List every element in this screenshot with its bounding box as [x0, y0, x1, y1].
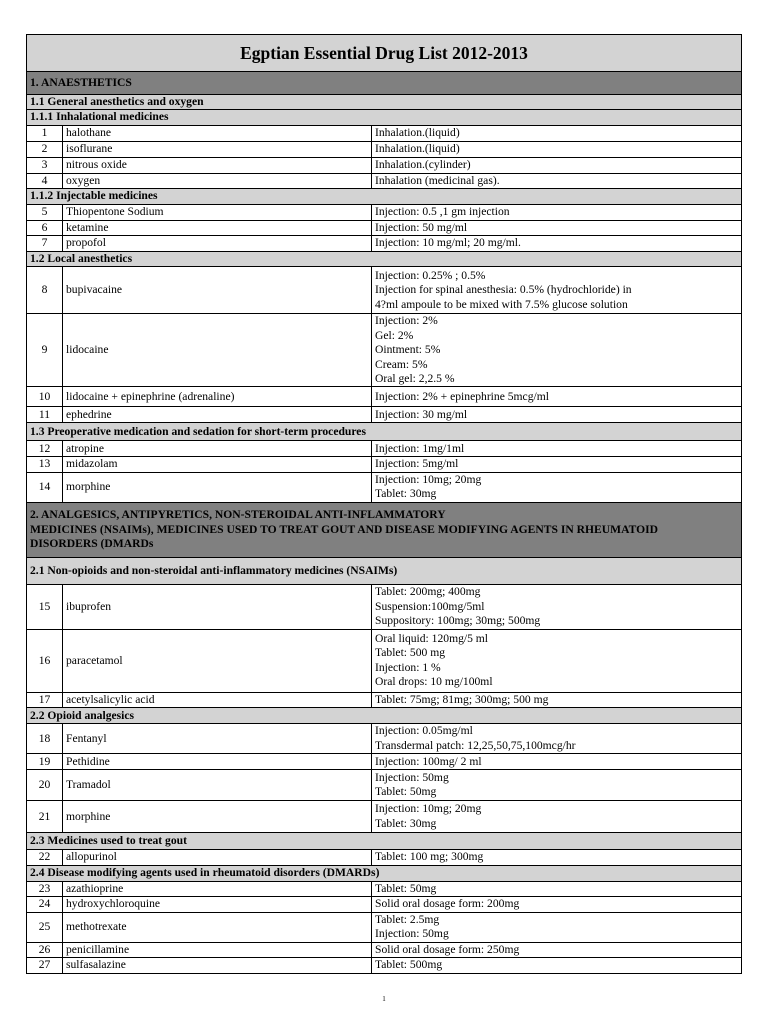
drug-number: 25 [27, 912, 63, 942]
drug-name: Fentanyl [63, 724, 372, 754]
dosage-form [372, 770, 742, 801]
dosage-form-line: Solid oral dosage form: 200mg [375, 897, 520, 911]
drug-row [27, 724, 742, 754]
drug-row [27, 173, 742, 188]
page-number: 1 [382, 995, 386, 1003]
dosage-form [372, 472, 742, 502]
drug-number: 11 [27, 407, 63, 423]
section-heading [27, 502, 742, 557]
drug-name: nitrous oxide [63, 157, 372, 173]
subsection-heading: 1.3 Preoperative medication and sedation for short-term procedures [27, 423, 742, 441]
drug-name: ketamine [63, 220, 372, 235]
dosage-form [372, 173, 742, 188]
subsection-heading: 2.4 Disease modifying agents used in rheumatoid disorders (DMARDs) [27, 865, 742, 881]
dosage-form [372, 724, 742, 754]
drug-row [27, 441, 742, 457]
dosage-form [372, 801, 742, 833]
drug-name: allopurinol [63, 850, 372, 865]
drug-number: 7 [27, 236, 63, 252]
dosage-form [372, 314, 742, 387]
dosage-form-line: Oral liquid: 120mg/5 ml [375, 632, 489, 646]
dosage-form-line: Injection: 50mg [375, 770, 449, 784]
section-heading-line: 2. ANALGESICS, ANTIPYRETICS, NON-STEROIDAL ANTI-INFLAMMATORY [30, 508, 446, 522]
drug-name: paracetamol [63, 629, 372, 692]
dosage-form-line: Inhalation (medicinal gas). [375, 173, 500, 187]
drug-number: 20 [27, 770, 63, 801]
drug-row [27, 236, 742, 252]
drug-number: 5 [27, 204, 63, 220]
subsection-row [27, 708, 742, 724]
drug-row [27, 314, 742, 387]
drug-name: ephedrine [63, 407, 372, 423]
dosage-form [372, 220, 742, 235]
drug-name: propofol [63, 236, 372, 252]
drug-row [27, 220, 742, 235]
drug-row [27, 801, 742, 833]
section-heading-line: DISORDERS (DMARDs [30, 537, 154, 551]
dosage-form [372, 850, 742, 865]
dosage-form-line: Injection: 10mg; 20mg [375, 802, 482, 816]
drug-number: 8 [27, 267, 63, 314]
drug-number: 21 [27, 801, 63, 833]
drug-number: 10 [27, 387, 63, 407]
dosage-form-line: Tablet: 75mg; 81mg; 300mg; 500 mg [375, 692, 549, 706]
drug-row [27, 692, 742, 707]
section-row [27, 502, 742, 557]
dosage-form [372, 912, 742, 942]
dosage-form [372, 957, 742, 973]
drug-name: sulfasalazine [63, 957, 372, 973]
dosage-form [372, 584, 742, 629]
drug-row [27, 125, 742, 141]
dosage-form-line: Injection: 1mg/1ml [375, 441, 465, 455]
drug-row [27, 754, 742, 770]
drug-name: lidocaine [63, 314, 372, 387]
drug-number: 26 [27, 942, 63, 957]
drug-number: 15 [27, 584, 63, 629]
dosage-form-line: Oral gel: 2,2.5 % [375, 372, 455, 386]
drug-row [27, 472, 742, 502]
drug-name: halothane [63, 125, 372, 141]
dosage-form [372, 157, 742, 173]
dosage-form [372, 267, 742, 314]
dosage-form-line: Injection: 0.05mg/ml [375, 724, 473, 738]
dosage-form-line: Injection: 50mg [375, 927, 449, 940]
drug-row [27, 141, 742, 157]
drug-row [27, 157, 742, 173]
dosage-form [372, 897, 742, 912]
drug-number: 18 [27, 724, 63, 754]
drug-number: 1 [27, 125, 63, 141]
drug-number: 17 [27, 692, 63, 707]
subsection-heading: 2.3 Medicines used to treat gout [27, 833, 742, 850]
dosage-form-line: Injection: 5mg/ml [375, 457, 459, 471]
subsection-heading: 2.2 Opioid analgesics [27, 708, 742, 724]
dosage-form [372, 692, 742, 707]
dosage-form [372, 881, 742, 896]
drug-number: 24 [27, 897, 63, 912]
subsection-row [27, 423, 742, 441]
document-title: Egptian Essential Drug List 2012-2013 [27, 35, 742, 72]
dosage-form [372, 125, 742, 141]
drug-name: lidocaine + epinephrine (adrenaline) [63, 387, 372, 407]
dosage-form-line: Oral drops: 10 mg/100ml [375, 675, 493, 689]
drug-row [27, 942, 742, 957]
drug-number: 2 [27, 141, 63, 157]
dosage-form-line: Tablet: 500mg [375, 958, 443, 972]
drug-list-table [26, 34, 742, 974]
dosage-form [372, 236, 742, 252]
drug-name: oxygen [63, 173, 372, 188]
dosage-form-line: Suppository: 100mg; 30mg; 500mg [375, 614, 541, 628]
title-row [27, 35, 742, 72]
dosage-form-line: Tablet: 100 mg; 300mg [375, 850, 484, 864]
drug-row [27, 407, 742, 423]
drug-name: azathioprine [63, 881, 372, 896]
drug-row [27, 912, 742, 942]
drug-number: 23 [27, 881, 63, 896]
drug-name: bupivacaine [63, 267, 372, 314]
subsection-heading: 1.2 Local anesthetics [27, 252, 742, 267]
dosage-form [372, 441, 742, 457]
drug-row [27, 629, 742, 692]
drug-number: 22 [27, 850, 63, 865]
dosage-form-line: Solid oral dosage form: 250mg [375, 942, 520, 956]
dosage-form-line: Inhalation.(cylinder) [375, 158, 471, 172]
dosage-form-line: Inhalation.(liquid) [375, 126, 460, 140]
dosage-form-line: Injection for spinal anesthesia: 0.5% (hydrochloride) in [375, 283, 632, 297]
dosage-form-line: Ointment: 5% [375, 343, 441, 357]
drug-number: 6 [27, 220, 63, 235]
dosage-form [372, 204, 742, 220]
dosage-form-line: Cream: 5% [375, 357, 428, 371]
dosage-form-line: Inhalation.(liquid) [375, 142, 460, 156]
drug-name: morphine [63, 472, 372, 502]
dosage-form-line: Injection: 1 % [375, 660, 441, 674]
drug-name: Tramadol [63, 770, 372, 801]
dosage-form-line: Injection: 0.5 ,1 gm injection [375, 204, 510, 218]
drug-name: Pethidine [63, 754, 372, 770]
drug-number: 19 [27, 754, 63, 770]
dosage-form-line: Injection: 2% [375, 314, 438, 328]
dosage-form [372, 754, 742, 770]
drug-number: 16 [27, 629, 63, 692]
section-heading-line: MEDICINES (NSAIMs), MEDICINES USED TO TREAT GOUT AND DISEASE MODIFYING AGENTS IN RHEUMATOID [30, 522, 659, 536]
dosage-form-line: Tablet: 30mg [375, 816, 437, 830]
drug-number: 9 [27, 314, 63, 387]
dosage-form [372, 141, 742, 157]
drug-row [27, 957, 742, 973]
drug-number: 13 [27, 457, 63, 472]
drug-row [27, 770, 742, 801]
drug-row [27, 897, 742, 912]
dosage-form-line: Transdermal patch: 12,25,50,75,100mcg/hr [375, 738, 576, 752]
subsection-heading: 1.1 General anesthetics and oxygen [27, 95, 742, 110]
drug-row [27, 457, 742, 472]
drug-name: atropine [63, 441, 372, 457]
dosage-form [372, 942, 742, 957]
subsection-row [27, 110, 742, 125]
dosage-form-line: Tablet: 200mg; 400mg [375, 585, 481, 599]
dosage-form-line: Tablet: 50mg [375, 881, 437, 895]
drug-name: Thiopentone Sodium [63, 204, 372, 220]
dosage-form [372, 387, 742, 407]
section-heading: 1. ANAESTHETICS [27, 72, 742, 95]
drug-row [27, 204, 742, 220]
drug-name: methotrexate [63, 912, 372, 942]
dosage-form-line: Injection: 100mg/ 2 ml [375, 754, 482, 768]
subsection-row [27, 95, 742, 110]
drug-row [27, 387, 742, 407]
dosage-form-line: Injection: 10mg; 20mg [375, 472, 482, 486]
drug-row [27, 584, 742, 629]
drug-row [27, 267, 742, 314]
drug-name: morphine [63, 801, 372, 833]
drug-name: penicillamine [63, 942, 372, 957]
subsection-row [27, 557, 742, 584]
dosage-form-line: 4?ml ampoule to be mixed with 7.5% glucose solution [375, 297, 628, 311]
dosage-form-line: Injection: 10 mg/ml; 20 mg/ml. [375, 236, 521, 250]
drug-row [27, 850, 742, 865]
dosage-form [372, 629, 742, 692]
drug-row [27, 881, 742, 896]
drug-name: midazolam [63, 457, 372, 472]
dosage-form-line: Injection: 50 mg/ml [375, 220, 468, 234]
subsection-row [27, 189, 742, 204]
drug-number: 14 [27, 472, 63, 502]
subsection-row [27, 252, 742, 267]
dosage-form-line: Injection: 0.25% ; 0.5% [375, 268, 486, 282]
dosage-form-line: Tablet: 2.5mg [375, 912, 440, 926]
drug-name: acetylsalicylic acid [63, 692, 372, 707]
dosage-form [372, 407, 742, 423]
drug-number: 4 [27, 173, 63, 188]
drug-name: ibuprofen [63, 584, 372, 629]
drug-number: 3 [27, 157, 63, 173]
dosage-form-line: Tablet: 30mg [375, 487, 437, 501]
subsection-heading: 1.1.2 Injectable medicines [27, 189, 742, 204]
dosage-form-line: Gel: 2% [375, 328, 414, 342]
dosage-form-line: Suspension:100mg/5ml [375, 599, 485, 613]
subsection-heading: 1.1.1 Inhalational medicines [27, 110, 742, 125]
drug-name: hydroxychloroquine [63, 897, 372, 912]
dosage-form-line: Tablet: 500 mg [375, 646, 446, 660]
subsection-row [27, 833, 742, 850]
drug-number: 27 [27, 957, 63, 973]
dosage-form [372, 457, 742, 472]
drug-name: isoflurane [63, 141, 372, 157]
dosage-form-line: Injection: 2% + epinephrine 5mcg/ml [375, 389, 549, 403]
subsection-row [27, 865, 742, 881]
drug-number: 12 [27, 441, 63, 457]
section-row [27, 72, 742, 95]
dosage-form-line: Injection: 30 mg/ml [375, 407, 468, 421]
subsection-heading: 2.1 Non-opioids and non-steroidal anti-inflammatory medicines (NSAIMs) [27, 557, 742, 584]
dosage-form-line: Tablet: 50mg [375, 785, 437, 799]
